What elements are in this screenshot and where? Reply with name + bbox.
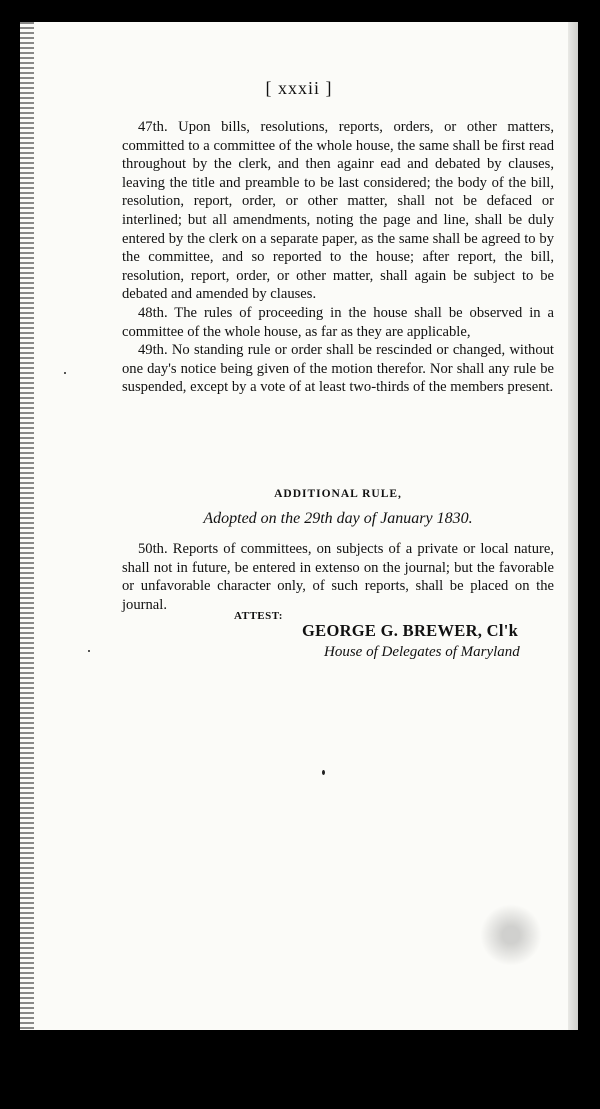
ink-speck: [322, 770, 325, 775]
rule-48: 48th. The rules of proceeding in the house shall be observed in a committee of the whole house, as far as they are applicable,: [122, 304, 554, 340]
ink-speck: [88, 650, 90, 652]
faded-stamp-mark: [480, 904, 542, 966]
rules-text: [122, 118, 554, 397]
additional-rule-heading: ADDITIONAL RULE,: [274, 488, 402, 500]
office-title: House of Delegates of Maryland: [324, 644, 520, 660]
rule-50: 50th. Reports of committees, on subjects of a private or local nature, shall not in future, be entered in extenso on the journal; but the favorable or unfavorable character only, of such reports, shall be placed on the journal.: [122, 541, 554, 613]
adopted-date-line: Adopted on the 29th day of January 1830.: [203, 510, 473, 527]
document-page: [20, 22, 578, 1030]
rule-49: 49th. No standing rule or order shall be rescinded or changed, without one day's notice being given of the motion therefor. Nor shall any rule be suspended, except by a vote of at least two-thirds of the members present.: [122, 342, 554, 396]
page-right-edge: [568, 22, 578, 1030]
page-number: [ xxxii ]: [265, 78, 333, 98]
attest-label: ATTEST:: [234, 610, 283, 622]
ink-speck: [64, 372, 66, 374]
rule-47: 47th. Upon bills, resolutions, reports, orders, or other matters, committed to a committee of the whole house, the same shall be first read throughout by the clerk, and then againr ead and debated by clauses, leaving the title and preamble to be last considered; the body of the bill, resolution, report, order, or other matter, shall not be defaced or interlined; but all amendments, noting the page and line, shall be duly entered by the clerk on a separate paper, as the same shall be agreed to by the committee, and so reported to the house; after report, the bill, resolution, report, order, or other matter, shall again be subject to be debated and amended by clauses.: [122, 119, 554, 303]
rule-50-text: [122, 540, 554, 614]
clerk-signature: GEORGE G. BREWER, Cl'k: [302, 621, 519, 640]
page-binding-edge: [20, 22, 34, 1030]
